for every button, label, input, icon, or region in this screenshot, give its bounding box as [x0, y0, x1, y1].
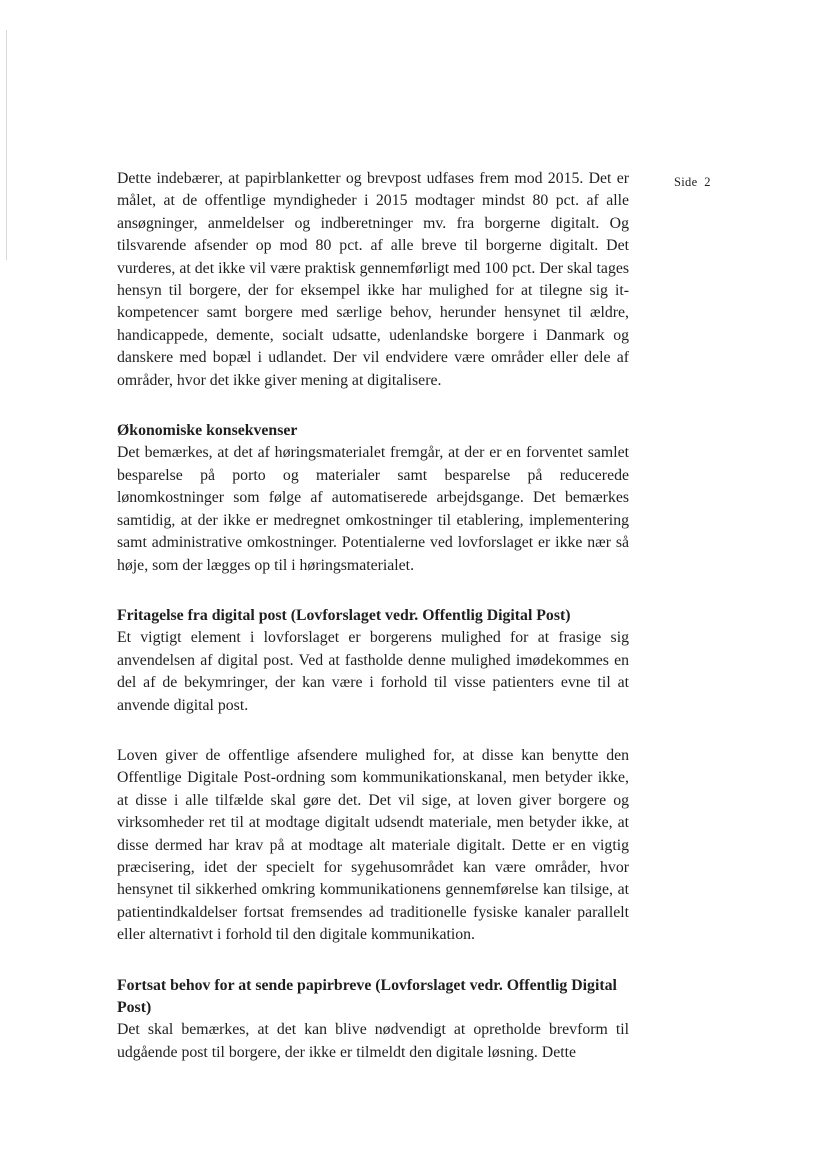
page-number: [674, 175, 711, 190]
exemption-paragraph-1: Et vigtigt element i lovforslaget er borgerens mulighed for at frasige sig anvendelsen af digital post. Ved at fastholde denne mulighed imødekommes en del af de bekymringer, der kan være i forhold til visse patienters evne til at anvende digital post.: [117, 629, 629, 714]
paper-paragraph: Det skal bemærkes, at det kan blive nødvendigt at opretholde brevform til udgående post til borgere, der ikke er tilmeldt den digitale løsning. Dette: [117, 1021, 629, 1061]
paper-heading: Fortsat behov for at sende papirbreve (Lovforslaget vedr. Offentlig Digital Post): [117, 976, 617, 1016]
page-number-value: 2: [704, 175, 711, 189]
section-spacer: [117, 717, 629, 745]
section-spacer: [117, 577, 629, 605]
economic-heading: Økonomiske konsekvenser: [117, 422, 298, 440]
intro-paragraph: Dette indebærer, at papirblanketter og brevpost udfases frem mod 2015. Det er målet, at de offentlige myndigheder i 2015 modtager mindst 80 pct. af alle ansøgninger, anmeldelser og indberetninger mv. fra borgerne digitalt. Og tilsvarende afsender op mod 80 pct. af alle breve til borgerne digitalt. Det vurderes, at det ikke vil være praktisk gennemførligt med 100 pct. Der skal tages hensyn til borgere, der for eksempel ikke har mulighed for at tilegne sig it-kompetencer samt borgere med særlige behov, herunder hensynet til ældre, handicappede, demente, socialt udsatte, udenlandske borgere i Danmark og danskere med bopæl i udlandet. Der vil endvidere være områder eller dele af områder, hvor det ikke giver mening at digitalisere.: [117, 170, 629, 389]
section-spacer: [117, 392, 629, 420]
exemption-paragraph-2: Loven giver de offentlige afsendere mulighed for, at disse kan benytte den Offentlige Digitale Post-ordning som kommunikationskanal, men betyder ikke, at disse i alle tilfælde skal gøre det. Det vil sige, at loven giver borgere og virksomheder ret til at modtage digitalt udsendt materiale, men betyder ikke, at disse dermed har krav på at modtage alt materiale digitalt. Dette er en vigtig præcisering, idet der specielt for sygehusområdet kan være områder, hvor hensynet til sikkerhed omkring kommunikationens gennemførelse kan tilsige, at patientindkaldelser fortsat fremsendes ad traditionelle fysiske kanaler parallelt eller alternativt i forhold til den digitale kommunikation.: [117, 746, 629, 944]
exemption-heading: Fritagelse fra digital post (Lovforslaget vedr. Offentlig Digital Post): [117, 606, 571, 624]
section-spacer: [117, 947, 629, 975]
scan-edge-line: [6, 30, 7, 260]
economic-paragraph: Det bemærkes, at det af høringsmaterialet fremgår, at der er en forventet samlet besparelse på porto og materialer samt besparelse på reducerede lønomkostninger som følge af automatiserede arbejdsgange. Det bemærkes samtidig, at der ikke er medregnet omkostninger til etablering, implementering samt administrative omkostninger. Potentialerne ved lovforslaget er ikke nær så høje, som der lægges op til i høringsmaterialet.: [117, 444, 629, 574]
document-body: [117, 168, 629, 1064]
page-number-label: Side: [674, 175, 698, 189]
